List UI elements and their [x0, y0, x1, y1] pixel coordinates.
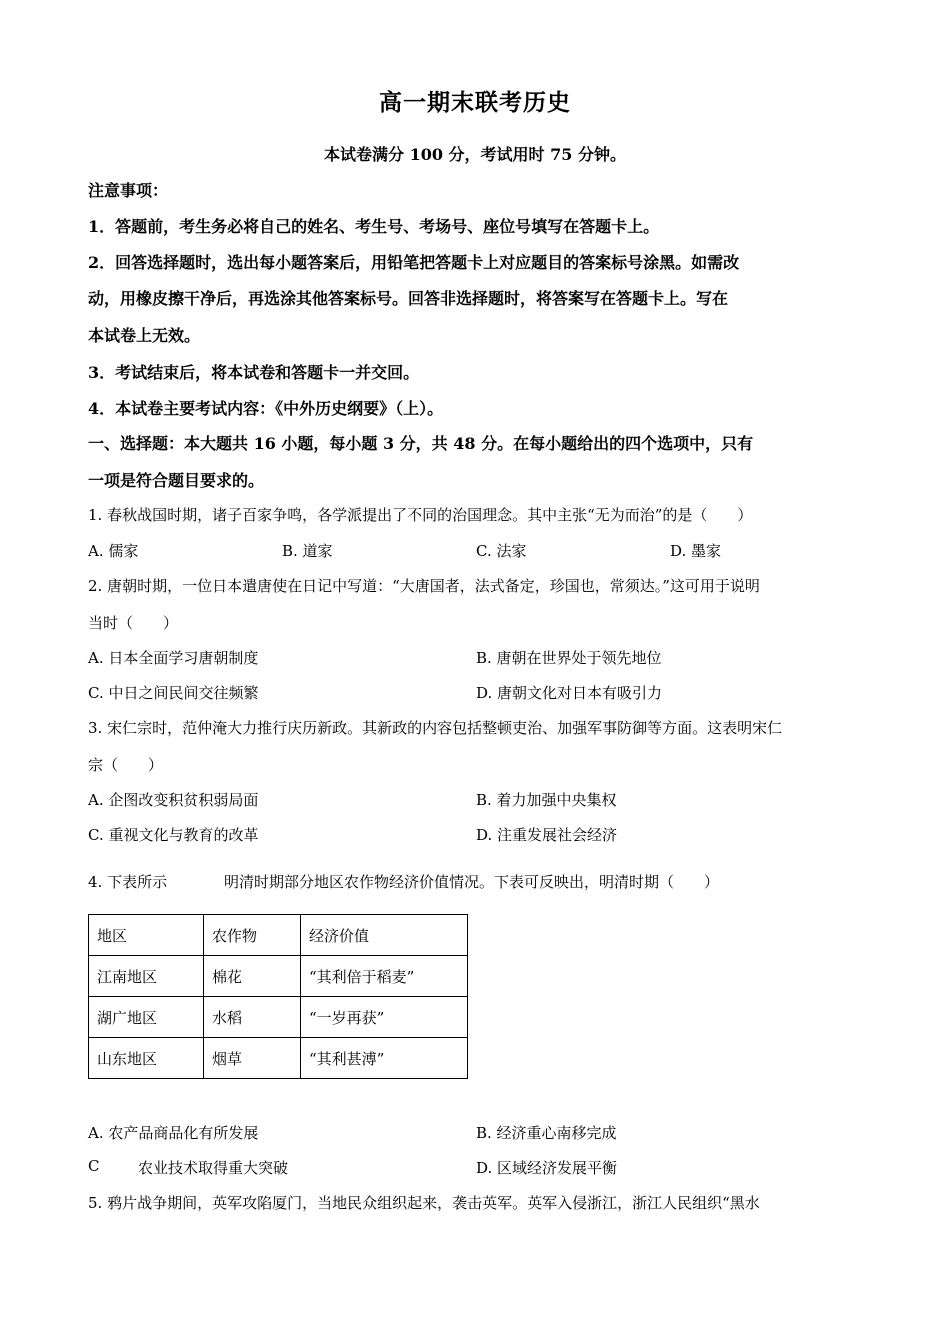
table-cell: “一岁再获” — [301, 997, 468, 1038]
notice-line: 本试卷上无效。 — [88, 326, 201, 345]
question-1-stem: 1. 春秋战国时期，诸子百家争鸣，各学派提出了不同的治国理念。其中主张“无为而治”的是（ ） — [88, 506, 753, 524]
table-cell: “其利倍于稻麦” — [301, 956, 468, 997]
table-header-cell: 农作物 — [204, 915, 301, 956]
q2-option-a: A. 日本全面学习唐朝制度 — [88, 649, 259, 667]
question-4-stem: 4. 下表所示 — [88, 873, 168, 891]
table-header-cell: 经济价值 — [301, 915, 468, 956]
q4-option-d: D. 区域经济发展平衡 — [476, 1159, 618, 1177]
section-heading: 一、选择题：本大题共 16 小题，每小题 3 分，共 48 分。在每小题给出的四个选项中，只有 — [88, 434, 754, 453]
section-heading-cont: 一项是符合题目要求的。 — [88, 471, 265, 490]
notice-heading: 注意事项： — [88, 181, 169, 200]
table-row — [89, 1038, 468, 1079]
q2-option-b: B. 唐朝在世界处于领先地位 — [476, 649, 662, 667]
crop-value-table — [88, 914, 468, 1079]
notice-line: 4．本试卷主要考试内容：《中外历史纲要》（上）。 — [88, 399, 444, 418]
question-4-stem-cont: 明清时期部分地区农作物经济价值情况。下表可反映出，明清时期（ ） — [224, 873, 720, 891]
exam-info: 本试卷满分 100 分，考试用时 75 分钟。 — [324, 145, 626, 164]
question-2-stem-cont: 当时（ ） — [88, 614, 179, 632]
page-title: 高一期末联考历史 — [379, 89, 571, 116]
table-header-cell: 地区 — [89, 915, 204, 956]
q2-option-d: D. 唐朝文化对日本有吸引力 — [476, 684, 663, 702]
question-3-stem-cont: 宗（ ） — [88, 756, 164, 774]
q4-option-a: A. 农产品商品化有所发展 — [88, 1124, 259, 1142]
notice-line: 1．答题前，考生务必将自己的姓名、考生号、考场号、座位号填写在答题卡上。 — [88, 217, 660, 236]
q4-option-c-text: 农业技术取得重大突破 — [138, 1159, 289, 1177]
table-cell: 江南地区 — [89, 956, 204, 997]
table-cell: 棉花 — [204, 956, 301, 997]
question-2-stem: 2. 唐朝时期，一位日本遣唐使在日记中写道：“大唐国者，法式备定，珍国也，常须达。”这可用于说明 — [88, 577, 760, 595]
q4-option-c-letter: C — [88, 1157, 100, 1175]
q3-option-c: C. 重视文化与教育的改革 — [88, 826, 259, 844]
table-cell: 烟草 — [204, 1038, 301, 1079]
q4-option-b: B. 经济重心南移完成 — [476, 1124, 617, 1142]
q1-option-a: A. 儒家 — [88, 542, 139, 560]
q1-option-c: C. 法家 — [476, 542, 527, 560]
question-5-stem: 5. 鸦片战争期间，英军攻陷厦门，当地民众组织起来，袭击英军。英军入侵浙江，浙江人民组织“黑水 — [88, 1194, 760, 1212]
q3-option-a: A. 企图改变积贫积弱局面 — [88, 791, 259, 809]
table-row — [89, 956, 468, 997]
q1-option-d: D. 墨家 — [670, 542, 722, 560]
q1-option-b: B. 道家 — [282, 542, 333, 560]
q3-option-b: B. 着力加强中央集权 — [476, 791, 617, 809]
notice-line: 动，用橡皮擦干净后，再选涂其他答案标号。回答非选择题时，将答案写在答题卡上。写在 — [88, 289, 729, 308]
notice-line: 2．回答选择题时，选出每小题答案后，用铅笔把答题卡上对应题目的答案标号涂黑。如需改 — [88, 253, 740, 272]
table-cell: 山东地区 — [89, 1038, 204, 1079]
table-cell: 水稻 — [204, 997, 301, 1038]
notice-line: 3．考试结束后，将本试卷和答题卡一并交回。 — [88, 363, 420, 382]
table-row — [89, 997, 468, 1038]
question-3-stem: 3. 宋仁宗时，范仲淹大力推行庆历新政。其新政的内容包括整顿吏治、加强军事防御等方面。这表明宋仁 — [88, 719, 783, 737]
table-cell: 湖广地区 — [89, 997, 204, 1038]
q2-option-c: C. 中日之间民间交往频繁 — [88, 684, 259, 702]
table-cell: “其利甚溥” — [301, 1038, 468, 1079]
q3-option-d: D. 注重发展社会经济 — [476, 826, 618, 844]
table-header-row — [89, 915, 468, 956]
